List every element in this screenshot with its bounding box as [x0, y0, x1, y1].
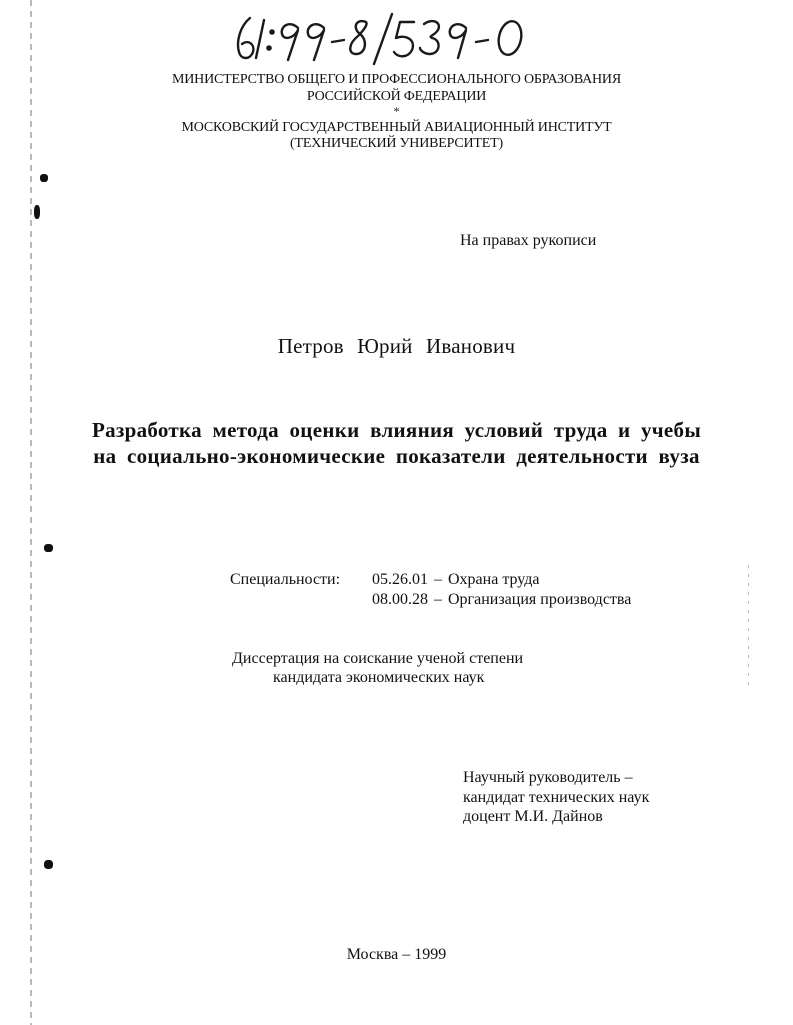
degree-line2: кандидата экономических наук — [273, 669, 485, 686]
author-name: Петров Юрий Иванович — [277, 334, 516, 358]
ministry-name-line1: МИНИСТЕРСТВО ОБЩЕГО И ПРОФЕССИОНАЛЬНОГО ОБРАЗОВАНИЯ — [172, 72, 621, 87]
specialty-dash: – — [434, 571, 442, 588]
specialties-label: Специальности: — [230, 571, 341, 588]
dissertation-title-line2: на социально-экономические показатели деятельности вуза — [93, 444, 700, 468]
manuscript-rights-note: На правах рукописи — [460, 232, 597, 249]
scan-edge-left — [30, 0, 32, 1025]
specialty-code: 05.26.01 — [372, 571, 428, 588]
separator-asterisk: * — [393, 104, 400, 118]
scan-speck — [44, 860, 53, 869]
scan-speck — [44, 544, 53, 552]
city-year-footer: Москва – 1999 — [346, 946, 447, 963]
specialty-item — [372, 591, 631, 609]
supervisor-line3: доцент М.И. Дайнов — [463, 808, 603, 825]
scan-speck — [34, 205, 40, 219]
specialty-item — [372, 571, 540, 589]
supervisor-line2: кандидат технических наук — [463, 789, 650, 806]
institute-name-line2: (ТЕХНИЧЕСКИЙ УНИВЕРСИТЕТ) — [290, 136, 503, 151]
specialty-name: Охрана труда — [448, 571, 540, 588]
scan-edge-right — [748, 565, 749, 685]
degree-line1: Диссертация на соискание ученой степени — [232, 650, 524, 667]
institute-name-line1: МОСКОВСКИЙ ГОСУДАРСТВЕННЫЙ АВИАЦИОННЫЙ ИНСТИТУТ — [181, 120, 612, 135]
dissertation-title-line1: Разработка метода оценки влияния условий труда и учебы — [91, 418, 702, 442]
specialty-name: Организация производства — [448, 591, 632, 608]
specialty-dash: – — [434, 591, 442, 608]
specialty-code: 08.00.28 — [372, 591, 428, 608]
scan-speck — [40, 174, 48, 182]
handwritten-archive-number — [228, 8, 538, 68]
supervisor-line1: Научный руководитель – — [463, 769, 633, 786]
ministry-name-line2: РОССИЙСКОЙ ФЕДЕРАЦИИ — [306, 89, 487, 104]
